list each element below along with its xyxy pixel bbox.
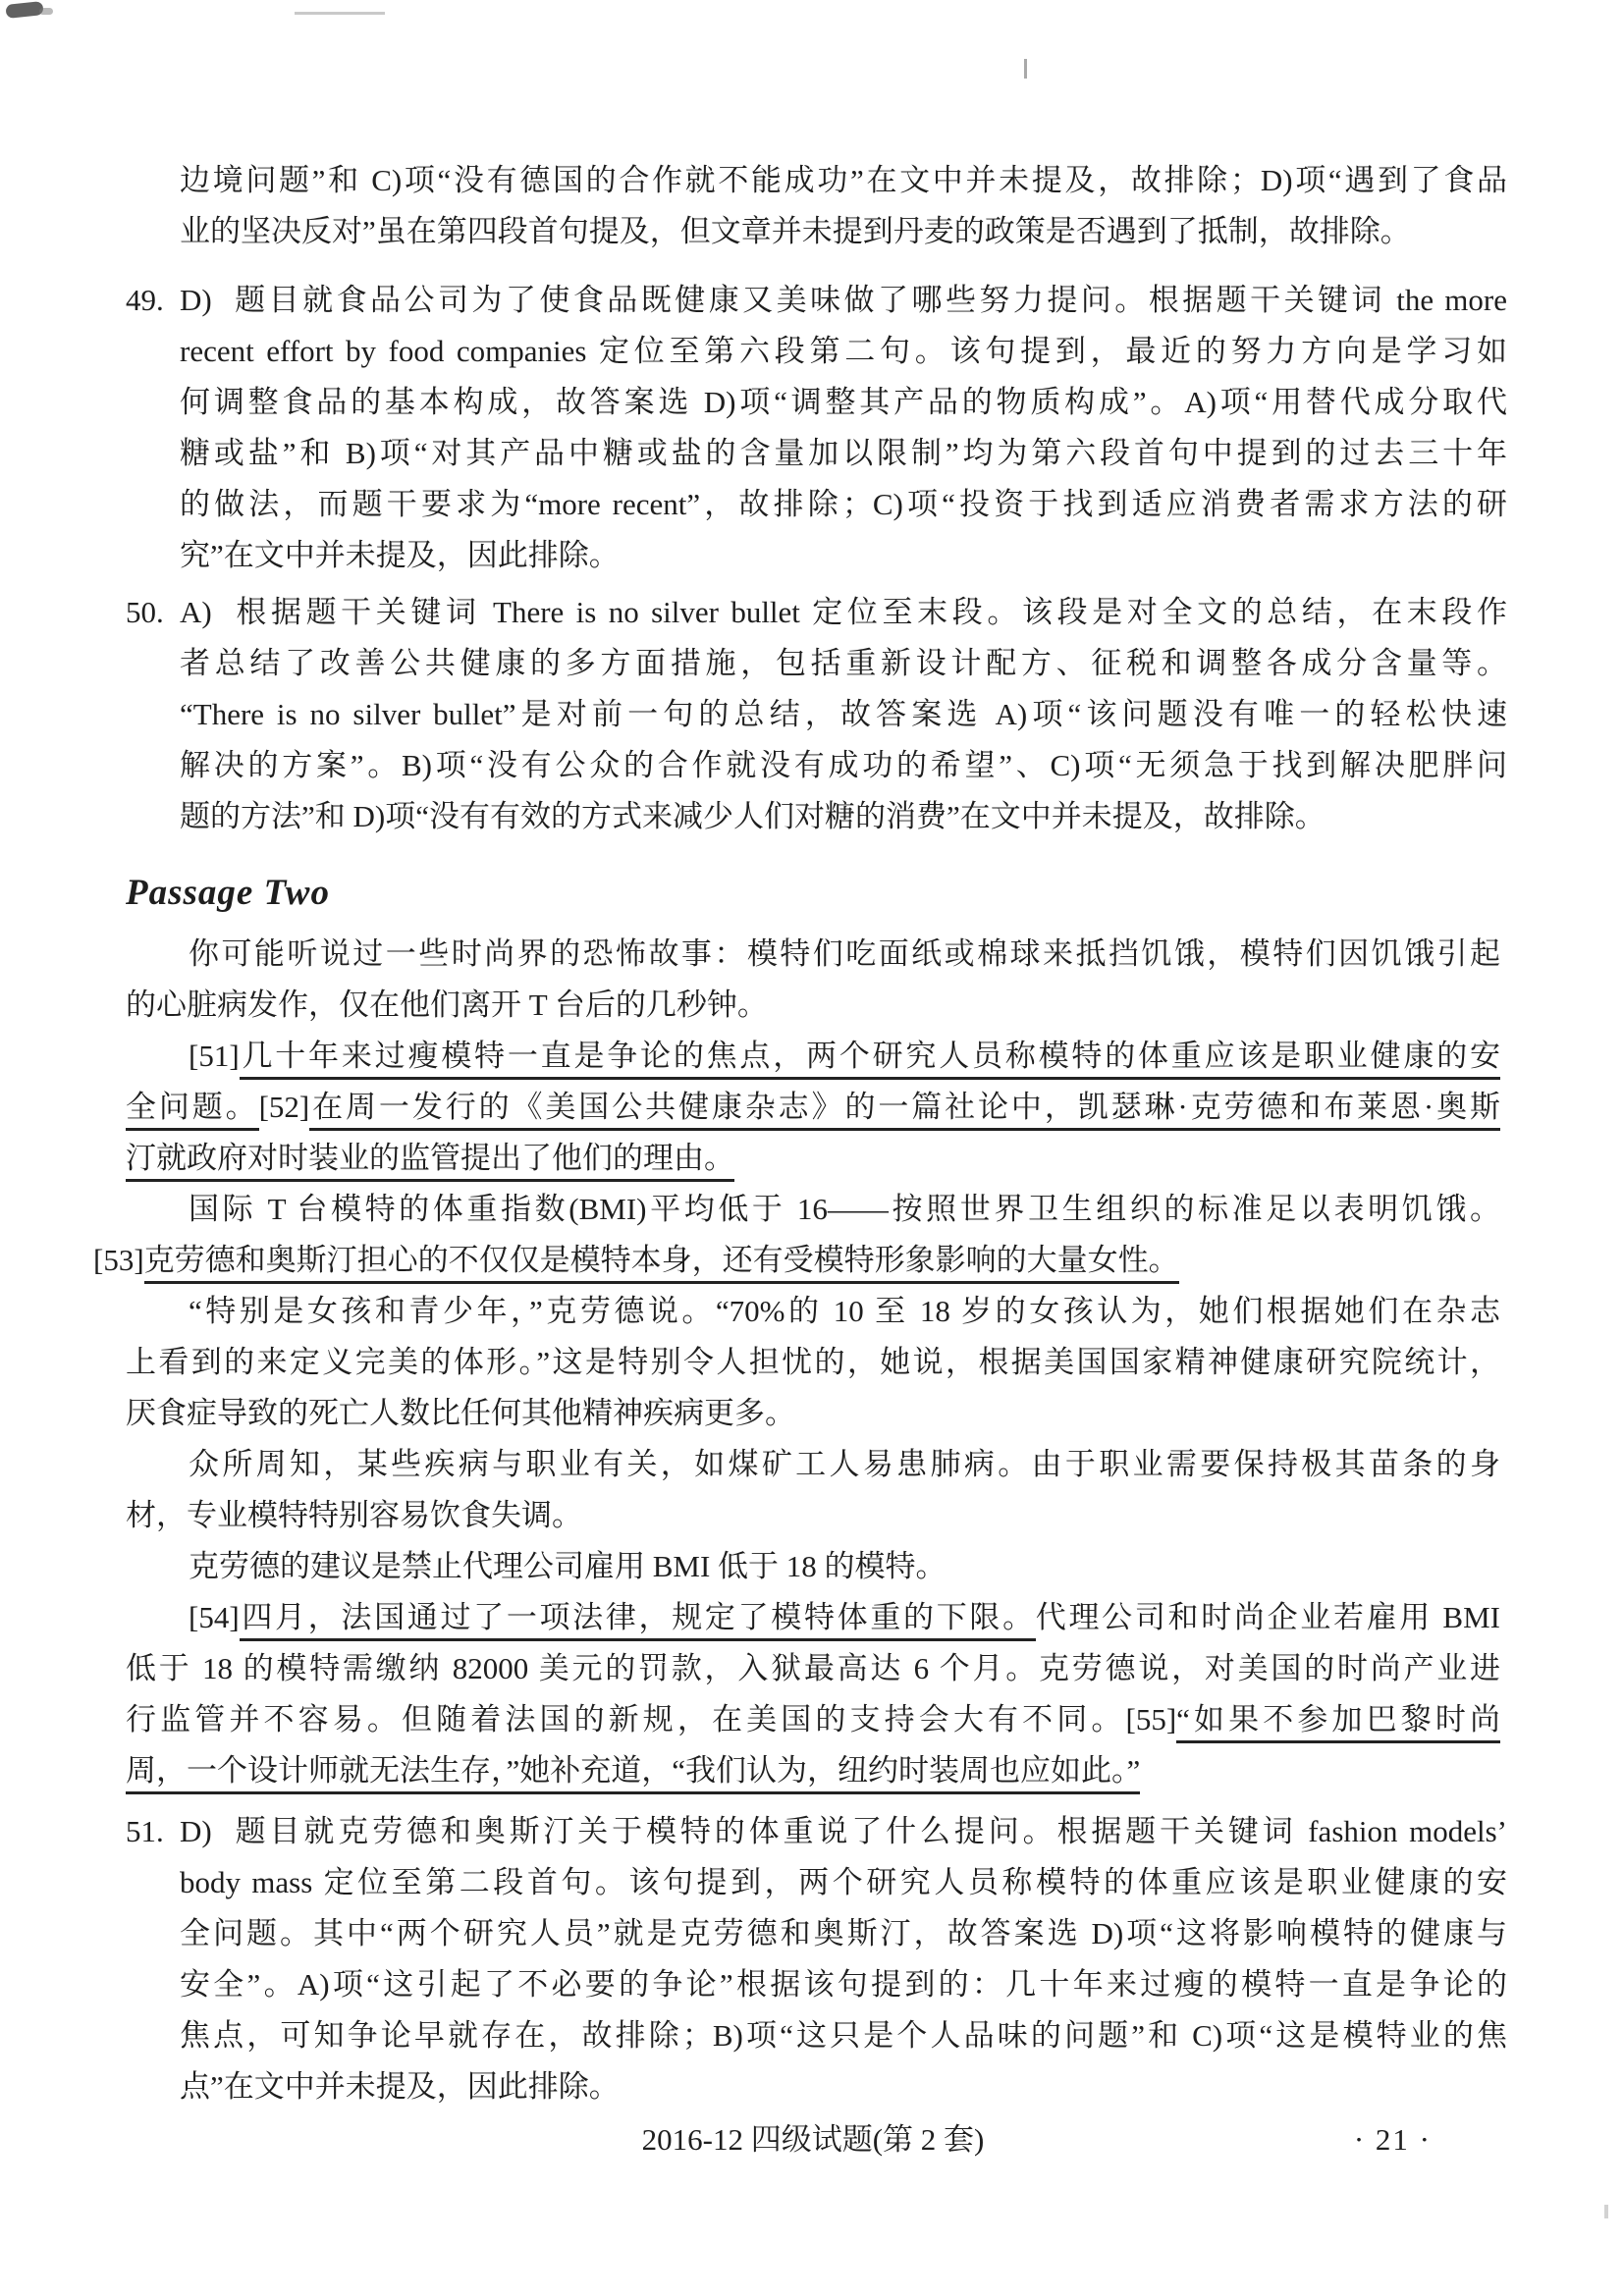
text-segment: 国际 T 台模特的体重指数(BMI)平均低于 16——按照世界卫生组织的标准足以表明饥饿。 xyxy=(189,1192,1500,1226)
text-segment: 究”在文中并未提及，因此排除。 xyxy=(180,538,620,572)
underlined-text: 汀就政府对时装业的监管提出了他们的理由。 xyxy=(126,1141,734,1182)
ink-smudge-artifact xyxy=(39,8,53,15)
passage-two-translation xyxy=(93,929,1501,1796)
text-line xyxy=(180,1857,1507,1908)
text-line xyxy=(180,2061,1507,2112)
text-line xyxy=(180,479,1507,530)
text-segment: 厌食症导致的死亡人数比任何其他精神疾病更多。 xyxy=(126,1396,795,1430)
text-line xyxy=(180,740,1507,791)
text-segment: 众所周知，某些疾病与职业有关，如煤矿工人易患肺病。由于职业需要保持极其苗条的身 xyxy=(189,1447,1500,1481)
text-segment: 代理公司和时尚企业若雇用 BMI xyxy=(1035,1600,1500,1634)
scan-speck-artifact xyxy=(1604,2205,1608,2218)
text-line xyxy=(126,1184,1500,1235)
text-line xyxy=(180,689,1507,740)
text-segment: [51] xyxy=(189,1039,240,1073)
text-line xyxy=(180,587,1507,638)
text-segment: [52] xyxy=(258,1090,310,1124)
text-segment: [55] xyxy=(1125,1702,1177,1736)
text-segment: 焦点，可知争论早就存在，故排除；B)项“这只是个人品味的问题”和 C)项“这是模特业的焦 xyxy=(180,2018,1507,2053)
underlined-text: 全问题。 xyxy=(126,1090,259,1131)
text-line xyxy=(126,1490,1500,1541)
item-number: 51. xyxy=(126,1814,164,1848)
text-line xyxy=(126,929,1500,980)
text-line xyxy=(126,1439,1500,1490)
text-segment: 根据题干关键词 There is no silver bullet 定位至末段。该段是对全文的总结，在末段作 xyxy=(231,595,1507,629)
underlined-text: 周，一个设计师就无法生存，”她补充道，“我们认为，纽约时装周也应如此。” xyxy=(126,1753,1140,1794)
text-segment: [53] xyxy=(93,1243,144,1277)
text-line xyxy=(180,326,1507,377)
text-line xyxy=(180,428,1507,479)
text-line xyxy=(126,1286,1500,1337)
answer-letter: D) xyxy=(180,1814,212,1848)
ink-smudge-artifact xyxy=(5,1,43,19)
text-segment: 克劳德的建议是禁止代理公司雇用 BMI 低于 18 的模特。 xyxy=(189,1549,947,1583)
text-line xyxy=(126,1745,1500,1796)
text-line xyxy=(126,1133,1500,1184)
text-line xyxy=(180,791,1507,842)
text-line xyxy=(180,2010,1507,2061)
text-segment: 业的坚决反对”虽在第四段首句提及，但文章并未提到丹麦的政策是否遇到了抵制，故排除。 xyxy=(180,214,1411,248)
text-line xyxy=(126,1541,1500,1592)
text-line xyxy=(180,1908,1507,1959)
passage-heading: Passage Two xyxy=(126,873,330,913)
text-line xyxy=(180,530,1507,581)
scan-tick-artifact xyxy=(1024,59,1027,79)
footer-title: 2016-12 四级试题(第 2 套) xyxy=(641,2122,985,2157)
text-segment: [54] xyxy=(189,1600,240,1634)
text-line xyxy=(126,1694,1500,1745)
text-segment: 解决的方案”。B)项“没有公众的合作就没有成功的希望”、C)项“无须急于找到解决肥胖问 xyxy=(180,748,1507,782)
text-segment: 的做法，而题干要求为“more recent”，故排除；C)项“投资于找到适应消费者需求方法的研 xyxy=(180,487,1507,521)
text-line xyxy=(180,1959,1507,2010)
text-line xyxy=(126,1643,1500,1694)
text-segment: 行监管并不容易。但随着法国的新规，在美国的支持会大有不同。 xyxy=(126,1702,1126,1736)
text-line xyxy=(126,1337,1500,1388)
text-segment: 你可能听说过一些时尚界的恐怖故事：模特们吃面纸或棉球来抵挡饥饿，模特们因饥饿引起 xyxy=(189,936,1500,971)
underlined-text: “如果不参加巴黎时尚 xyxy=(1176,1702,1500,1743)
page-footer xyxy=(126,2114,1500,2165)
text-segment: 安全”。A)项“这引起了不必要的争论”根据该句提到的：几十年来过瘦的模特一直是争论的 xyxy=(180,1967,1507,2002)
item-number: 49. xyxy=(126,283,164,317)
underlined-text: 克劳德和奥斯汀担心的不仅仅是模特本身，还有受模特形象影响的大量女性。 xyxy=(144,1243,1179,1284)
text-line xyxy=(180,1806,1507,1857)
text-segment: 糖或盐”和 B)项“对其产品中糖或盐的含量加以限制”均为第六段首句中提到的过去三十年 xyxy=(180,436,1507,470)
text-segment: 边境问题”和 C)项“没有德国的合作就不能成功”在文中并未提及，故排除；D)项“遇到了食品 xyxy=(180,163,1507,197)
text-segment: 全问题。其中“两个研究人员”就是克劳德和奥斯汀，故答案选 D)项“这将影响模特的健康与 xyxy=(180,1916,1507,1950)
item-50-explanation xyxy=(126,587,1507,842)
underlined-text: 几十年来过瘦模特一直是争论的焦点，两个研究人员称模特的体重应该是职业健康的安 xyxy=(240,1039,1500,1080)
scan-line-artifact xyxy=(295,12,385,15)
text-line xyxy=(126,980,1500,1031)
text-segment: “There is no silver bullet”是对前一句的总结，故答案选 A)项“该问题没有唯一的轻松快速 xyxy=(180,697,1507,731)
text-line xyxy=(180,206,1507,257)
text-segment: 何调整食品的基本构成，故答案选 D)项“调整其产品的物质构成”。A)项“用替代成分取代 xyxy=(180,385,1507,419)
text-line xyxy=(180,638,1507,689)
underlined-text: 四月，法国通过了一项法律，规定了模特体重的下限。 xyxy=(240,1600,1036,1641)
text-segment: body mass 定位至第二段首句。该句提到，两个研究人员称模特的体重应该是职业健康的安 xyxy=(180,1865,1507,1899)
text-segment: 上看到的来定义完美的体形。”这是特别令人担忧的，她说，根据美国国家精神健康研究院统计， xyxy=(126,1345,1500,1379)
text-segment: 题目就克劳德和奥斯汀关于模特的体重说了什么提问。根据题干关键词 fashion models’ xyxy=(231,1814,1507,1848)
text-segment: 题目就食品公司为了使食品既健康又美味做了哪些努力提问。根据题干关键词 the more xyxy=(231,283,1507,317)
text-segment: 的心脏病发作，仅在他们离开 T 台后的几秒钟。 xyxy=(126,988,768,1022)
answer-letter: A) xyxy=(180,595,212,629)
underlined-text: 在周一发行的《美国公共健康杂志》的一篇社论中，凯瑟琳·克劳德和布莱恩·奥斯 xyxy=(309,1090,1500,1131)
answer-letter: D) xyxy=(180,283,212,317)
text-line xyxy=(126,1388,1500,1439)
text-segment: 点”在文中并未提及，因此排除。 xyxy=(180,2069,620,2104)
text-segment: recent effort by food companies 定位至第六段第二句。该句提到，最近的努力方向是学习如 xyxy=(180,334,1507,368)
text-line xyxy=(126,1082,1500,1133)
item-number: 50. xyxy=(126,595,164,629)
text-segment: 题的方法”和 D)项“没有有效的方式来减少人们对糖的消费”在文中并未提及，故排除。 xyxy=(180,799,1325,833)
item-51-explanation xyxy=(126,1806,1507,2112)
page-number: · 21 · xyxy=(1353,2122,1432,2157)
item-49-explanation xyxy=(126,275,1507,581)
text-line xyxy=(180,275,1507,326)
text-line xyxy=(126,1592,1500,1643)
text-segment: 材，专业模特特别容易饮食失调。 xyxy=(126,1498,582,1532)
item-48-explanation-tail xyxy=(126,155,1507,257)
text-line xyxy=(180,377,1507,428)
text-segment: 者总结了改善公共健康的多方面措施，包括重新设计配方、征税和调整各成分含量等。 xyxy=(180,646,1507,680)
text-line xyxy=(180,155,1507,206)
text-segment: “特别是女孩和青少年，”克劳德说。“70%的 10 至 18 岁的女孩认为，她们根据她们在杂志 xyxy=(189,1294,1500,1328)
text-line xyxy=(93,1235,1500,1286)
text-segment: 低于 18 的模特需缴纳 82000 美元的罚款，入狱最高达 6 个月。克劳德说，对美国的时尚产业进 xyxy=(126,1651,1500,1685)
page-content xyxy=(93,155,1507,2165)
text-line xyxy=(126,1031,1500,1082)
